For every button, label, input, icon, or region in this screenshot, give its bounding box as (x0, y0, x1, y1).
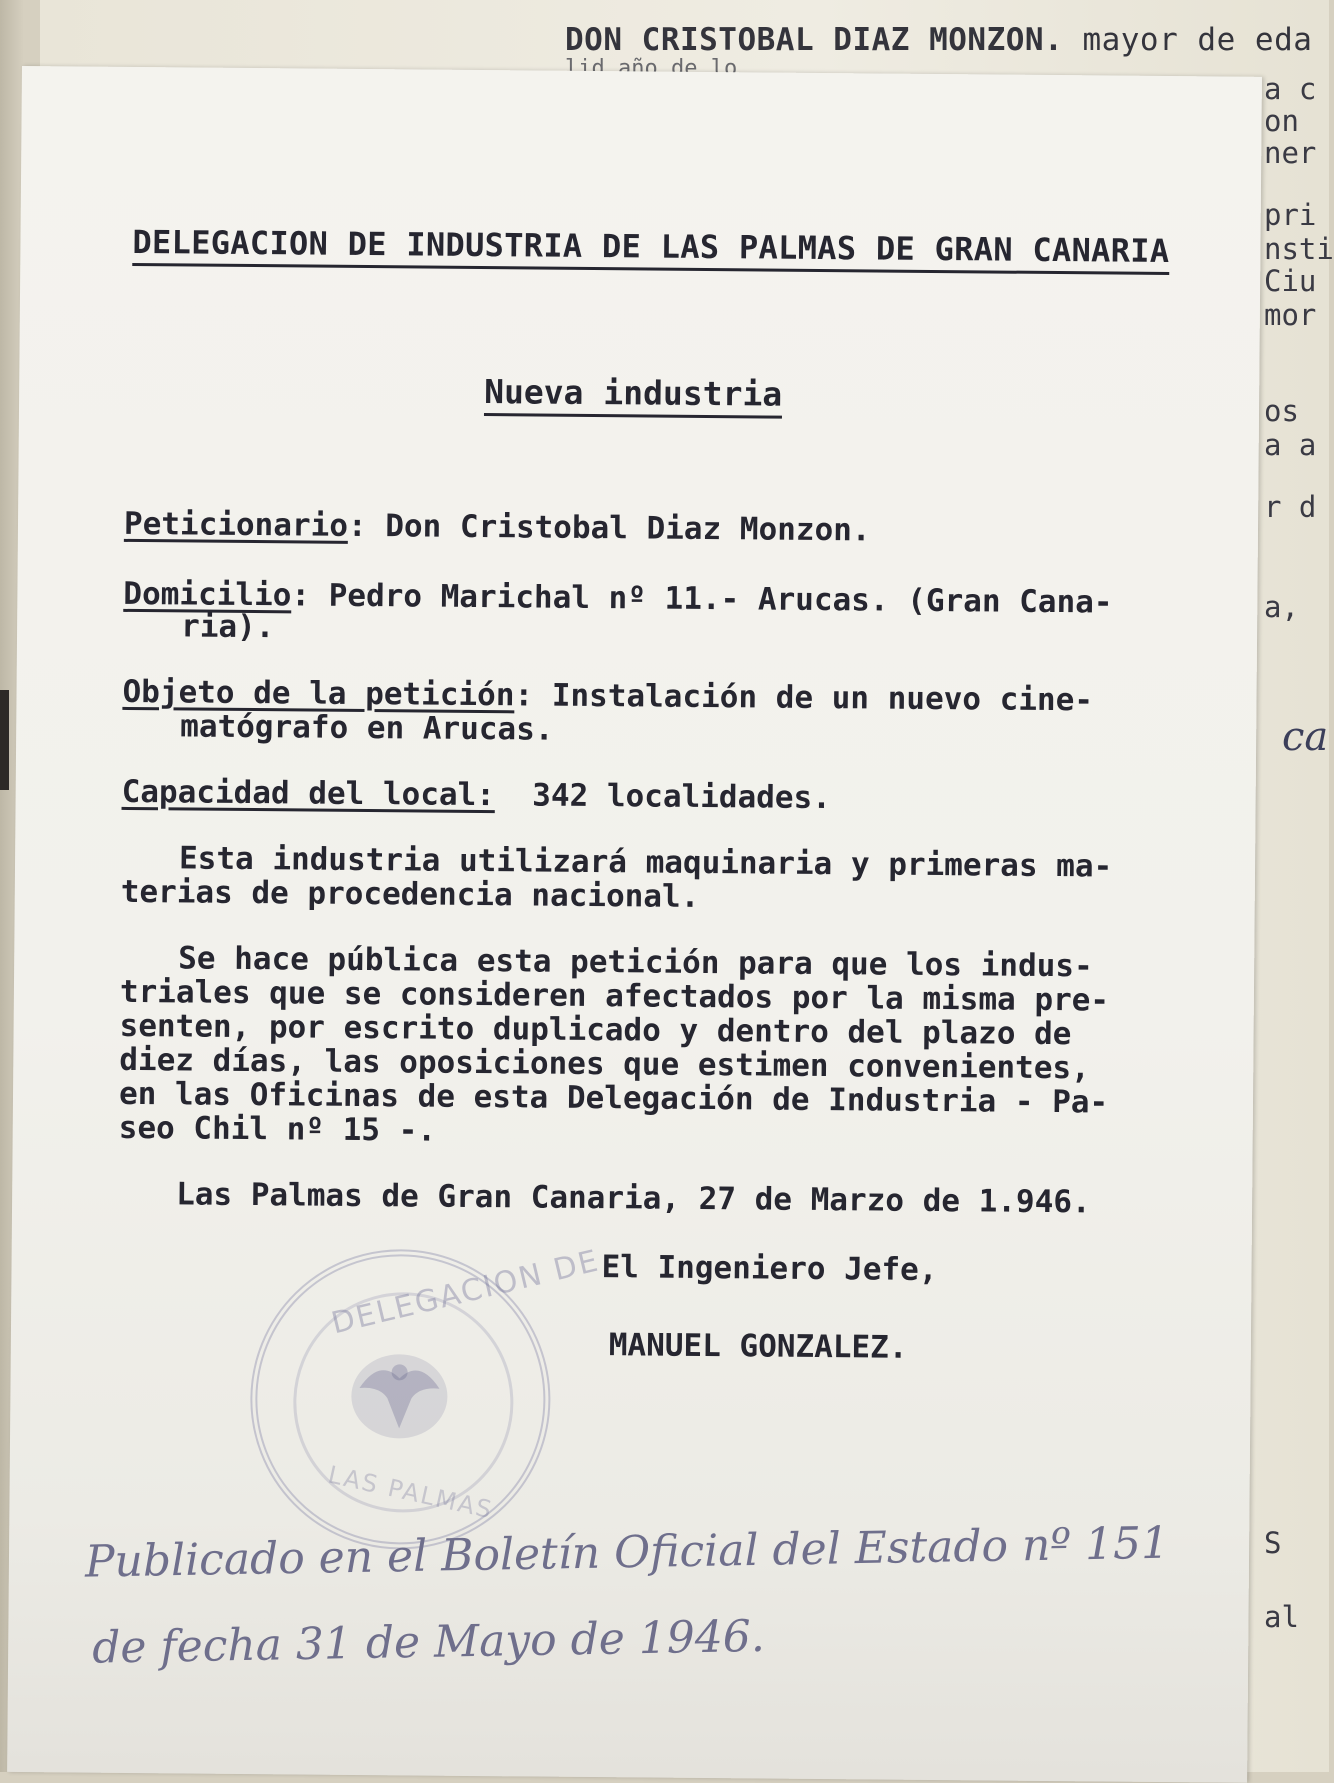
background-sheet-name: DON CRISTOBAL DIAZ MONZON. (565, 22, 1064, 58)
background-fragment: S (1264, 1526, 1282, 1560)
background-fragment: on (1264, 104, 1299, 138)
background-fragment: a a (1264, 428, 1317, 462)
capacidad-value: 342 localidades. (532, 777, 832, 817)
background-fragment: r d (1264, 490, 1317, 524)
domicilio-line-2: ria). (180, 608, 275, 646)
signer-name: MANUEL GONZALEZ. (608, 1327, 908, 1366)
stamp-text-top: DELEGACION DE (328, 1243, 604, 1342)
domicilio-label: Domicilio (123, 575, 292, 614)
background-fragment: nsti (1264, 232, 1334, 266)
objeto-line-2: matógrafo en Arucas. (180, 708, 554, 748)
handwritten-note-line-2: de fecha 31 de Mayo de 1946. (91, 1610, 766, 1674)
background-fragment: pri (1264, 198, 1317, 232)
eagle-emblem-icon (339, 1338, 460, 1449)
background-fragment: Ciu (1264, 264, 1317, 298)
background-fragment: a, (1264, 590, 1299, 624)
paragraph2-line: Se hace pública esta petición para que los indus- (178, 940, 1093, 985)
paragraph1-line: terias de procedencia nacional. (120, 873, 700, 915)
peticionario-label: Peticionario (123, 505, 349, 544)
document-heading: DELEGACION DE INDUSTRIA DE LAS PALMAS DE GRAN CANARIA (132, 223, 1169, 275)
paragraph1-line: Esta industria utilizará maquinaria y primeras ma- (178, 840, 1113, 885)
paragraph2-line: senten, por escrito duplicado y dentro del plazo de (119, 1007, 1072, 1053)
peticionario-value: : Don Cristobal Diaz Monzon. (347, 507, 871, 549)
background-fragment: mor (1264, 298, 1317, 332)
peticionario-line (124, 507, 871, 548)
background-handwriting: ca (1282, 714, 1329, 760)
paragraph2-line: seo Chil nº 15 -. (118, 1109, 437, 1149)
date-line: Las Palmas de Gran Canaria, 27 de Marzo de 1.946. (176, 1176, 1091, 1221)
background-sheet-top-rest: mayor de eda (1082, 22, 1313, 58)
background-fragment: ner (1264, 136, 1317, 170)
domicilio-value: : Pedro Marichal nº 11.- Arucas. (Gran Cana- (291, 577, 1113, 621)
background-fragment: a c (1264, 72, 1317, 106)
background-sheet-top-line (565, 22, 1312, 58)
background-fragment: al (1264, 1600, 1299, 1634)
stamp-text-bottom: LAS PALMAS (325, 1460, 496, 1525)
capacidad-label: Capacidad del local: (121, 773, 496, 814)
handwritten-note-line-1: Publicado en el Boletín Oficial del Estado nº 151 (84, 1517, 1170, 1588)
signer-title: El Ingeniero Jefe, (601, 1249, 938, 1289)
official-stamp (249, 1243, 604, 1551)
paragraph2-line: en las Oficinas de esta Delegación de Industria - Pa- (118, 1075, 1109, 1121)
objeto-value: : Instalación de un nuevo cine- (514, 677, 1094, 719)
document-sheet (7, 66, 1262, 1783)
background-sheet-second-line (565, 56, 737, 68)
objeto-label: Objeto de la petición (122, 673, 515, 714)
capacidad-line (122, 775, 832, 815)
paragraph2-line: diez días, las oposiciones que estimen convenientes, (119, 1041, 1090, 1087)
background-fragment: os (1264, 394, 1299, 428)
binder-mark (0, 690, 9, 790)
paragraph2-line: triales que se consideren afectados por la misma pre- (119, 973, 1110, 1019)
document-subheading: Nueva industria (484, 372, 782, 419)
